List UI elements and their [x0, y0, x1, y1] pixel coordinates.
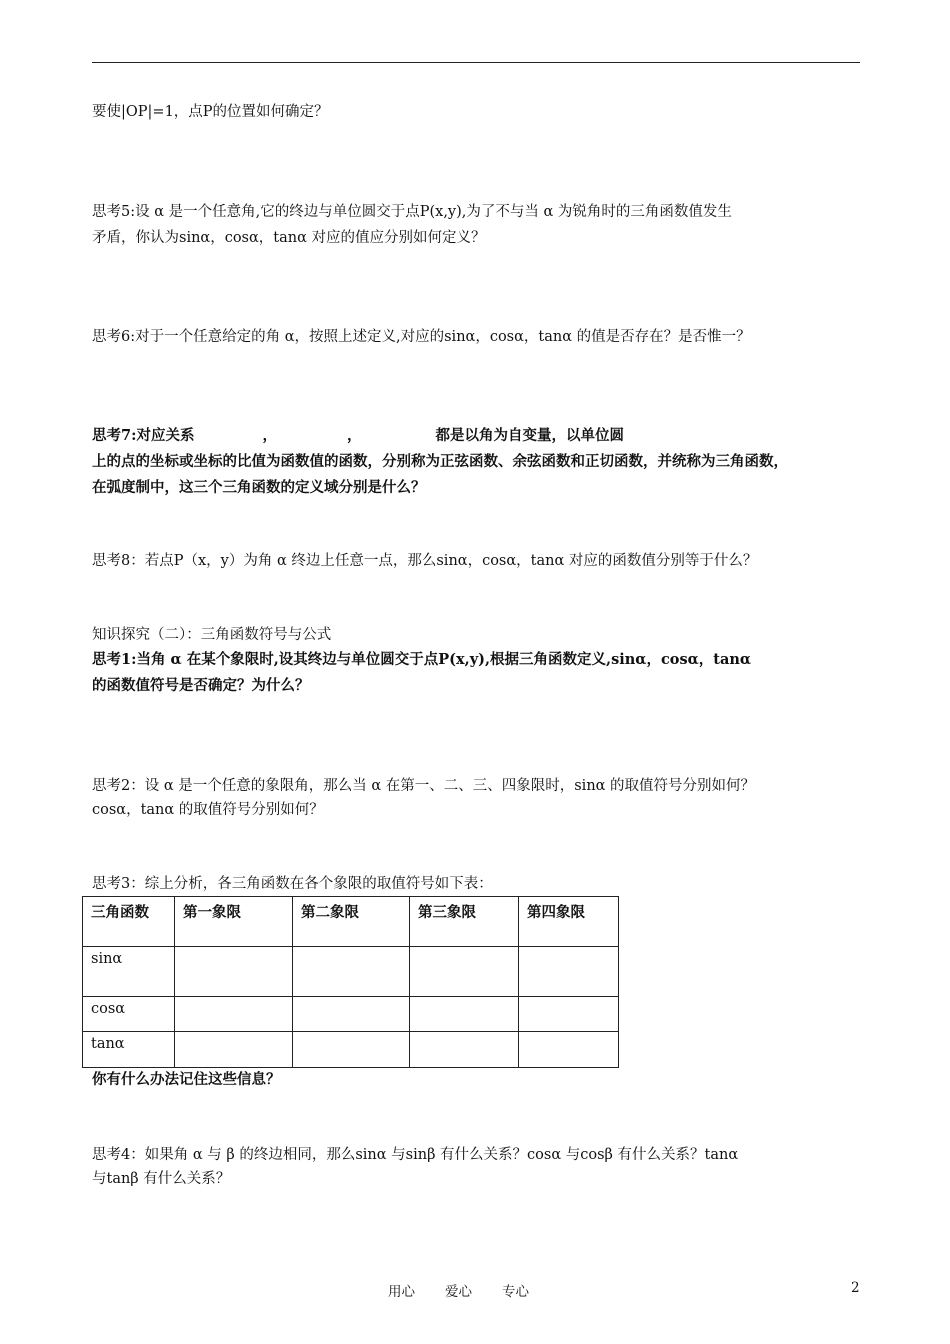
header-rule [92, 62, 860, 63]
q2-line1: 思考2：设 α 是一个任意的象限角，那么当 α 在第一、二、三、四象限时，sinα 的取值符号分别如何？ [92, 778, 756, 794]
sign-cell [175, 997, 293, 1032]
q1-line1: 思考1:当角 α 在某个象限时,设其终边与单位圆交于点P(x,y),根据三角函数定义,sinα，cosα，tanα [92, 651, 752, 668]
sign-cell [410, 1032, 519, 1068]
table-row [83, 1032, 619, 1068]
footer-motto-word: 爱心 [445, 1284, 472, 1300]
sign-table-header-row [83, 897, 619, 947]
sign-table [82, 896, 619, 1068]
sign-cell [519, 997, 619, 1032]
think7-lead: 思考7:对应关系 [92, 427, 195, 444]
think8: 思考8：若点P（x，y）为角 α 终边上任意一点，那么sinα，cosα，tanα 对应的函数值分别等于什么？ [92, 553, 758, 569]
memory-question: 你有什么办法记住这些信息？ [92, 1071, 281, 1088]
sign-cell [293, 947, 410, 997]
page-number: 2 [851, 1280, 860, 1296]
op-question: 要使|OP|=1，点P的位置如何确定？ [92, 104, 329, 120]
think7-line2: 上的点的坐标或坐标的比值为函数值的函数，分别称为正弦函数、余弦函数和正切函数，并统称为三角函数， [92, 453, 788, 470]
header-cell: 第二象限 [293, 897, 410, 947]
sign-cell [175, 947, 293, 997]
q4-line2: 与tanβ 有什么关系？ [92, 1171, 231, 1187]
sign-cell [519, 947, 619, 997]
function-cell: sinα [83, 947, 175, 997]
think7-comma-2: ， [346, 427, 362, 444]
q3: 思考3：综上分析，各三角函数在各个象限的取值符号如下表： [92, 876, 493, 892]
think7-line1 [92, 424, 882, 448]
header-cell: 第一象限 [175, 897, 293, 947]
q1-line2: 的函数值符号是否确定？为什么？ [92, 677, 310, 694]
header-cell: 第三象限 [410, 897, 519, 947]
q2-line2: cosα，tanα 的取值符号分别如何？ [92, 802, 324, 818]
sign-cell [410, 997, 519, 1032]
table-row [83, 997, 619, 1032]
sign-cell [293, 1032, 410, 1068]
section2-title: 知识探究（二）：三角函数符号与公式 [92, 627, 332, 643]
think7-line3: 在弧度制中，这三个三角函数的定义域分别是什么？ [92, 479, 426, 496]
think5-line2: 矛盾，你认为sinα，cosα，tanα 对应的值应分别如何定义？ [92, 230, 486, 246]
think7-tail: 都是以角为自变量，以单位圆 [435, 427, 624, 444]
header-cell: 第四象限 [519, 897, 619, 947]
q4-line1: 思考4：如果角 α 与 β 的终边相同，那么sinα 与sinβ 有什么关系？cosα 与cosβ 有什么关系？tanα [92, 1147, 739, 1163]
sign-cell [410, 947, 519, 997]
footer-motto-word: 用心 [388, 1284, 415, 1300]
sign-cell [519, 1032, 619, 1068]
sign-cell [293, 997, 410, 1032]
think6: 思考6:对于一个任意给定的角 α，按照上述定义,对应的sinα，cosα，tanα 的值是否存在？是否惟一？ [92, 329, 751, 345]
table-row [83, 947, 619, 997]
function-cell: cosα [83, 997, 175, 1032]
footer-motto-word: 专心 [502, 1284, 529, 1300]
think5-line1: 思考5:设 α 是一个任意角,它的终边与单位圆交于点P(x,y),为了不与当 α 为锐角时的三角函数值发生 [92, 204, 732, 220]
sign-cell [175, 1032, 293, 1068]
header-cell: 三角函数 [83, 897, 175, 947]
think7-comma-1: ， [262, 427, 277, 444]
footer-motto [388, 1280, 559, 1300]
function-cell: tanα [83, 1032, 175, 1068]
